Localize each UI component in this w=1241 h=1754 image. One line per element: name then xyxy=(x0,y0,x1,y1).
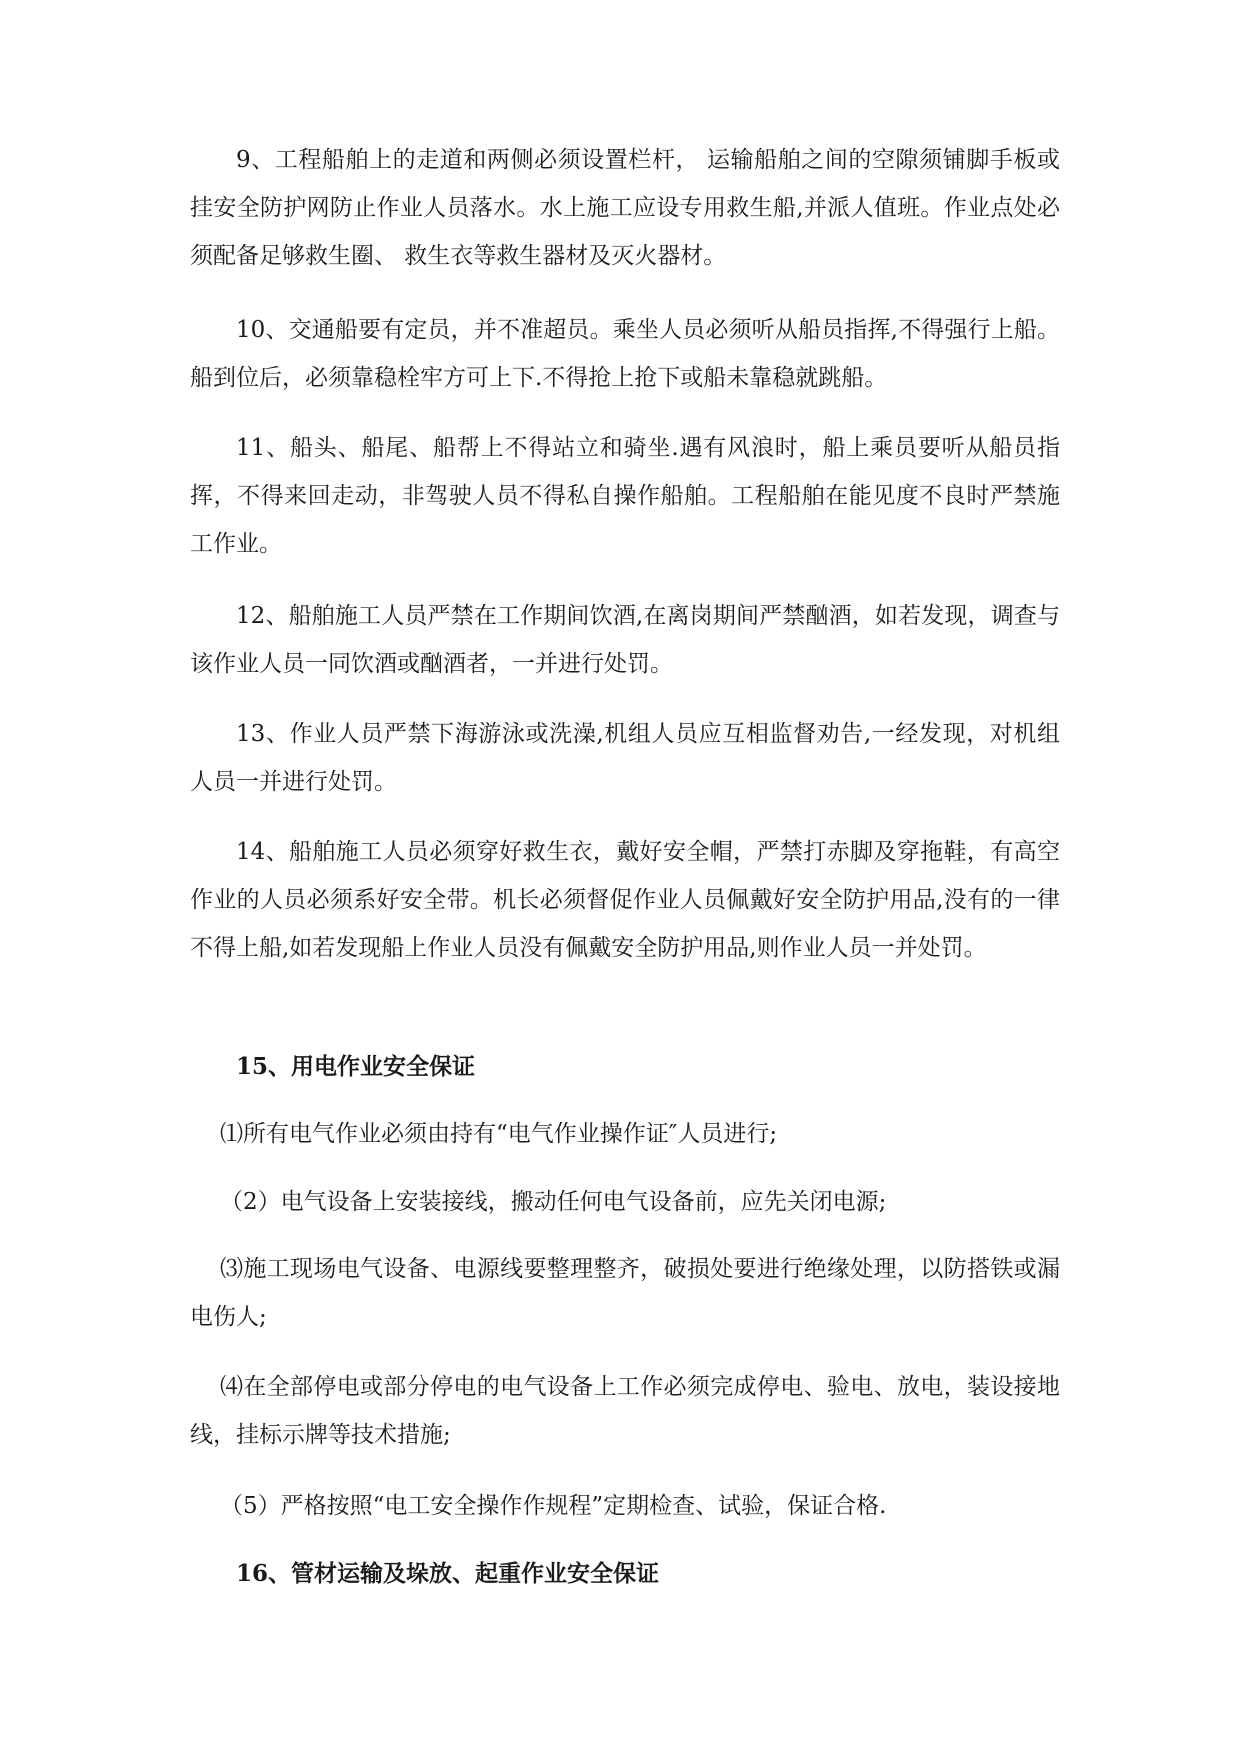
paragraph-item-11: 11、船头、船尾、船帮上不得站立和骑坐.遇有风浪时，船上乘员要听从船员指挥，不得来回走动，非驾驶人员不得私自操作船舶。工程船舶在能见度不良时严禁施工作业。 xyxy=(190,435,1060,557)
paragraph-item-12: 12、船舶施工人员严禁在工作期间饮酒,在离岗期间严禁酗酒，如若发现，调查与该作业人员一同饮酒或酗酒者，一并进行处罚。 xyxy=(190,603,1060,677)
section-heading-16: 16、管材运输及垛放、起重作业安全保证 xyxy=(236,1560,660,1587)
paragraph-item-13: 13、作业人员严禁下海游泳或洗澡,机组人员应互相监督劝告,一经发现，对机组人员一并进行处罚。 xyxy=(190,721,1060,795)
paragraph-item-10: 10、交通船要有定员，并不准超员。乘坐人员必须听从船员指挥,不得强行上船。船到位后，必须靠稳栓牢方可上下.不得抢上抢下或船未靠稳就跳船。 xyxy=(190,317,1060,391)
sub-item-3: ⑶施工现场电气设备、电源线要整理整齐，破损处要进行绝缘处理，以防搭铁或漏电伤人; xyxy=(190,1256,1060,1330)
sub-item-2: （2）电气设备上安装接线，搬动任何电气设备前，应先关闭电源; xyxy=(220,1189,887,1215)
sub-item-1: ⑴所有电气作业必须由持有“电气作业操作证″人员进行; xyxy=(220,1121,778,1147)
paragraph-item-9: 9、工程船舶上的走道和两侧必须设置栏杆， 运输船舶之间的空隙须铺脚手板或挂安全防护网防止作业人员落水。水上施工应设专用救生船,并派人值班。作业点处必须配备足够救生圈、 救生衣等救生器材及灭火器材。 xyxy=(190,147,1060,269)
paragraph-item-14: 14、船舶施工人员必须穿好救生衣，戴好安全帽，严禁打赤脚及穿拖鞋，有高空作业的人员必须系好安全带。机长必须督促作业人员佩戴好安全防护用品,没有的一律不得上船,如若发现船上作业人员没有佩戴安全防护用品,则作业人员一并处罚。 xyxy=(190,839,1060,961)
sub-item-5: （5）严格按照“电工安全操作作规程”定期检查、试验，保证合格. xyxy=(220,1493,887,1519)
section-heading-15: 15、用电作业安全保证 xyxy=(236,1053,476,1080)
sub-item-4: ⑷在全部停电或部分停电的电气设备上工作必须完成停电、验电、放电，装设接地线，挂标示牌等技术措施; xyxy=(190,1374,1060,1448)
